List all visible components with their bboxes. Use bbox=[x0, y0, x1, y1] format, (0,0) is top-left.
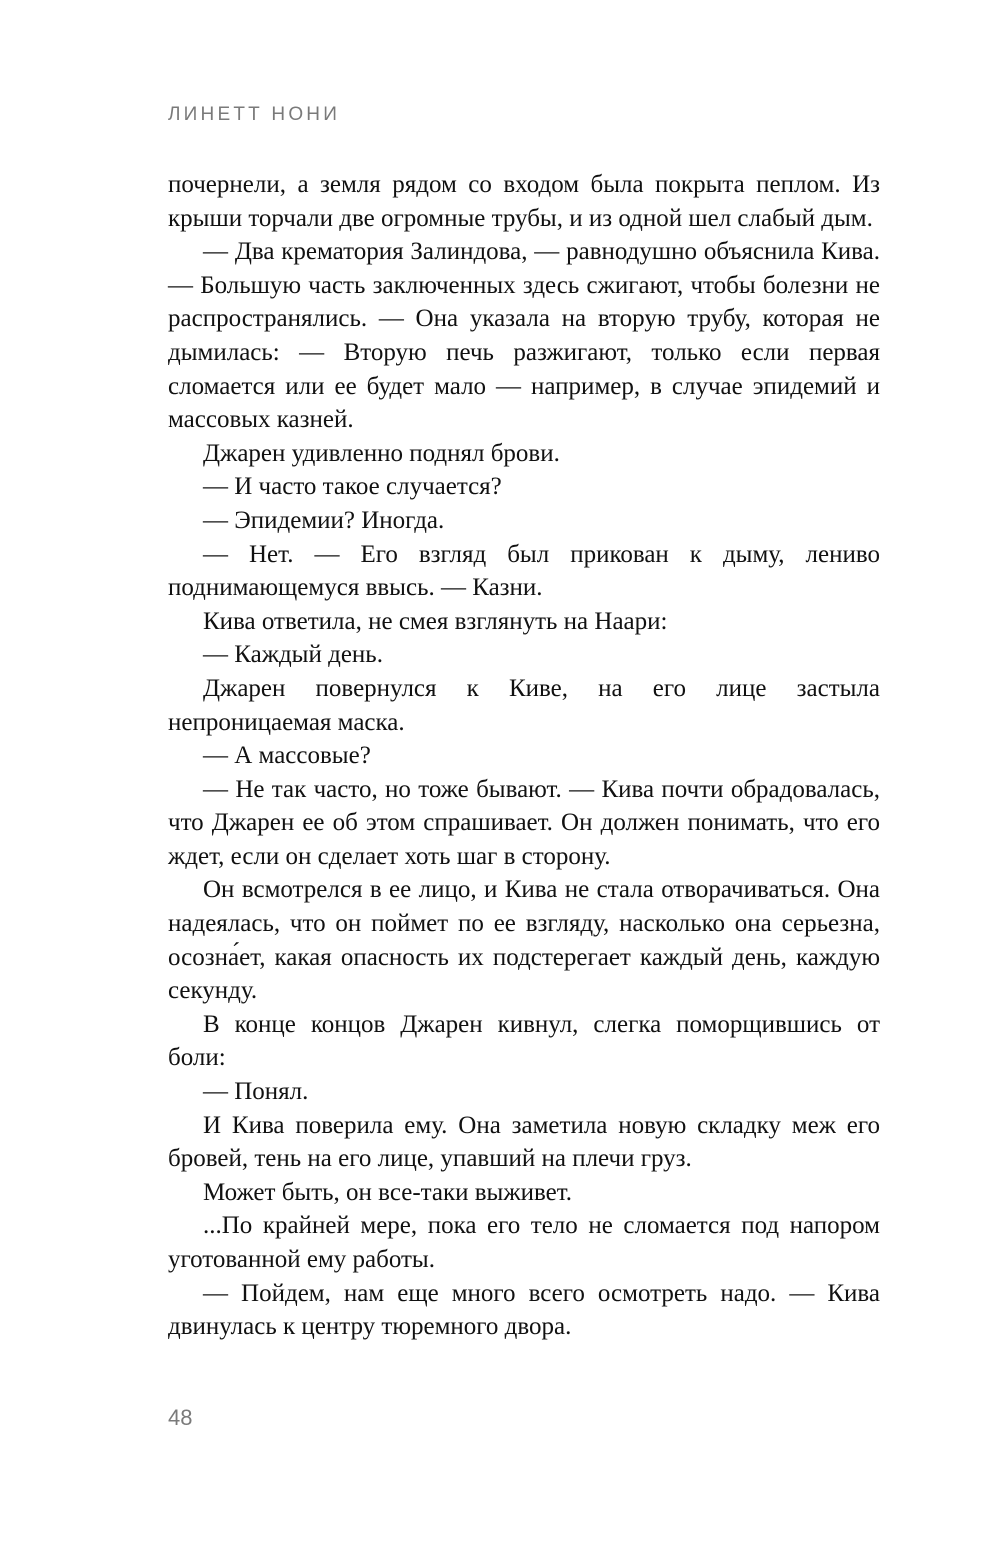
running-header: ЛИНЕТТ НОНИ bbox=[168, 104, 341, 125]
paragraph: — Пойдем, нам еще много всего осмотреть надо. — Кива двинулась к центру тюремного двора. bbox=[168, 1279, 880, 1341]
paragraph: Джарен повернулся к Киве, на его лице застыла непроницаемая маска. bbox=[168, 674, 880, 736]
paragraph: — И часто такое случается? bbox=[203, 473, 502, 501]
paragraph: — Каждый день. bbox=[203, 641, 383, 669]
paragraph: — Не так часто, но тоже бывают. — Кива почти обрадовалась, что Джарен ее об этом спрашивает. Он должен понимать, что его ждет, если он сделает хоть шаг в сторону. bbox=[168, 775, 880, 870]
paragraph: — Два крематория Залиндова, — равнодушно объяснила Кива. — Большую часть заключенных здесь сжигают, чтобы болезни не распространялись. — Она указала на вторую трубу, которая не дымилась: — Вторую печь разжигают, только если первая сломается или ее будет мало — например, в случае эпидемий и массовых казней. bbox=[168, 238, 880, 434]
page-number: 48 bbox=[168, 1405, 193, 1430]
paragraph: Он всмотрелся в ее лицо, и Кива не стала отворачиваться. Она надеялась, что он поймет по ее взгляду, насколько она серьезна, осозна́ет, какая опасность их подстерегает каждый день, каждую секунду. bbox=[168, 876, 880, 1005]
paragraph: И Кива поверила ему. Она заметила новую складку меж его бровей, тень на его лице, упавший на плечи груз. bbox=[168, 1111, 880, 1173]
paragraph: — Нет. — Его взгляд был прикован к дыму, лениво поднимающемуся ввысь. — Казни. bbox=[168, 540, 880, 602]
paragraph: В конце концов Джарен кивнул, слегка поморщившись от боли: bbox=[168, 1010, 880, 1072]
paragraph: — Эпидемии? Иногда. bbox=[203, 506, 445, 534]
paragraph: — А массовые? bbox=[203, 742, 371, 770]
paragraph: — Понял. bbox=[203, 1078, 309, 1106]
paragraph: почернели, а земля рядом со входом была покрыта пеплом. Из крыши торчали две огромные трубы, и из одной шел слабый дым. bbox=[168, 171, 880, 232]
page-body-text bbox=[168, 168, 880, 1344]
paragraph: ...По крайней мере, пока его тело не сломается под напором уготованной ему работы. bbox=[168, 1212, 880, 1273]
paragraph: Кива ответила, не смея взглянуть на Наари: bbox=[203, 607, 668, 635]
paragraph: Джарен удивленно поднял брови. bbox=[203, 439, 560, 467]
paragraph: Может быть, он все-таки выживет. bbox=[203, 1178, 573, 1206]
